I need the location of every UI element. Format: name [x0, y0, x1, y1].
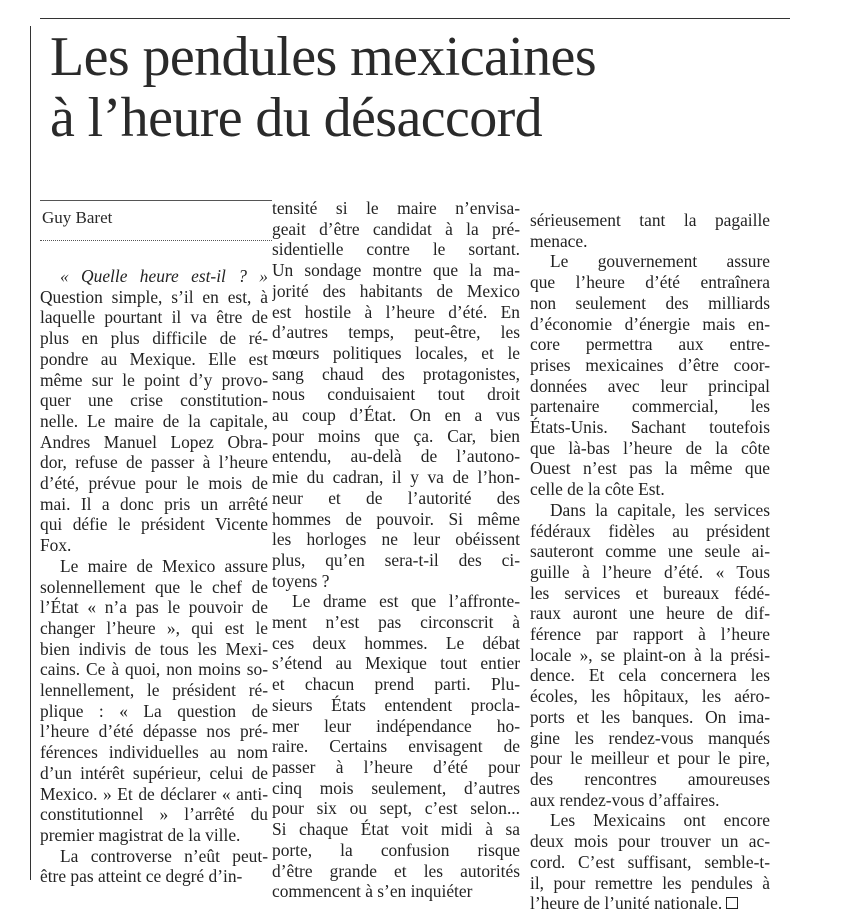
text-line: tensité si le maire n’envisa-: [272, 198, 520, 218]
text-line: l’heure de l’unité nationale.: [530, 893, 770, 914]
text-line: laquelle pourtant il va être de: [40, 307, 268, 328]
text-line: Question simple, s’il en est, à: [40, 286, 268, 307]
text-line: fédéraux fidèles au président: [530, 520, 770, 541]
text-line: guille à l’heure d’été. « Tous: [530, 561, 770, 582]
text-line: non seulement des milliards: [530, 292, 770, 313]
text-line: lennellement, le président ré-: [40, 680, 268, 701]
text-line: toyens ?: [272, 570, 330, 591]
text-line: mie du cadran, il y va de l’hon-: [272, 467, 520, 488]
text-line: d’être grande et les autorités: [272, 860, 520, 881]
text-line: cord. C’est suffisant, semble-t-: [530, 851, 770, 872]
text-line: nous conduisaient tout droit: [272, 384, 520, 405]
text-line: mai. Il a donc pris un arrêté: [40, 493, 268, 514]
text-line: pour six ou sept, c’est selon...: [272, 798, 520, 819]
text-line: locale », se plaint-on à la prési-: [530, 644, 770, 665]
text-line: passer à l’heure d’été pour: [272, 756, 520, 777]
text-line: partenaire commercial, les: [530, 396, 770, 417]
text-line: sérieusement tant la pagaille: [530, 210, 770, 230]
text-line: cains. Ce à quoi, non moins so-: [40, 659, 268, 680]
text-line: que l’heure d’été entraînera: [530, 272, 770, 293]
text-line: prises mexicaines d’être coor-: [530, 354, 770, 375]
text-line: s’étend au Mexique tout entier: [272, 653, 520, 674]
text-line: données avec leur principal: [530, 375, 770, 396]
text-line: ment n’est pas circonscrit à: [272, 612, 520, 633]
text-line: mer leur indépendance ho-: [272, 715, 520, 736]
author-byline: Guy Baret: [42, 208, 113, 227]
text-line: jorité des habitants de Mexico: [272, 280, 520, 301]
text-line: Un sondage montre que la ma-: [272, 260, 520, 281]
text-line: nelle. Le maire de la capitale,: [40, 410, 268, 431]
headline: [50, 27, 810, 149]
headline-line-2: à l’heure du désaccord: [50, 87, 543, 149]
text-line: sidentielle contre le sortant.: [272, 239, 520, 260]
text-line: porte, la confusion risque: [272, 839, 520, 860]
text-line: au coup d’État. On en a vus: [272, 405, 520, 426]
text-line: deux mois pour trouver un ac-: [530, 831, 770, 852]
text-line: premier magistrat de la ville.: [40, 824, 241, 845]
text-line: Le gouvernement assure: [550, 251, 770, 272]
text-line: mœurs politiques locales, et le: [272, 342, 520, 363]
text-line: aux rendez-vous d’affaires.: [530, 789, 720, 810]
text-line: celle de la côte Est.: [530, 479, 665, 500]
text-line: les horloges ne leur obéissent: [272, 529, 520, 550]
text-line: sieurs États entendent procla-: [272, 694, 520, 715]
text-line: écoles, les hôpitaux, les aéro-: [530, 686, 770, 707]
text-line: d’un intérêt supérieur, celui de: [40, 762, 268, 783]
text-line: d’autres temps, peut-être, les: [272, 322, 520, 343]
text-line: plique : « La question de: [40, 700, 268, 721]
text-line: geait d’être candidat à la pré-: [272, 218, 520, 239]
text-line: que là-bas l’heure de la côte: [530, 437, 770, 458]
text-line: pour le meilleur et pour le pire,: [530, 748, 770, 769]
text-line: plus, qu’en sera-t-il des ci-: [272, 549, 520, 570]
article-column-3: [530, 210, 770, 914]
text-line: férence par rapport à l’heure: [530, 624, 770, 645]
text-line: Andres Manuel Lopez Obra-: [40, 431, 268, 452]
top-rule: [40, 18, 790, 19]
text-line: pondre au Mexique. Elle est: [40, 348, 268, 369]
text-line: raux auront une heure de dif-: [530, 603, 770, 624]
text-line: sauteront comme une seule ai-: [530, 541, 770, 562]
text-line: Le drame est que l’affronte-: [292, 591, 520, 612]
text-line: est hostile à l’heure d’été. En: [272, 301, 520, 322]
text-line: La controverse n’eût peut-: [60, 845, 268, 866]
text-line: États-Unis. Sachant toutefois: [530, 417, 770, 438]
text-line: pour moins que ça. Car, bien: [272, 425, 520, 446]
text-line: d’été, prévue pour le mois de: [40, 473, 268, 494]
text-line: ports et les banques. On ima-: [530, 706, 770, 727]
article-column-2: [272, 198, 520, 902]
text-line: Dans la capitale, les services: [550, 499, 770, 520]
text-line: Le maire de Mexico assure: [60, 555, 268, 576]
article-column-1: [40, 266, 268, 887]
byline-rule-top: [40, 200, 272, 201]
text-line: l’heure d’été dépasse nos pré-: [40, 721, 268, 742]
text-line: être pas atteint ce degré d’in-: [40, 866, 243, 887]
text-line: quer une crise constitution-: [40, 390, 268, 411]
text-line: Mexico. » Et de déclarer « anti-: [40, 783, 268, 804]
text-line: raire. Certains envisagent de: [272, 736, 520, 757]
text-line: il, pour remettre les pendules à: [530, 872, 770, 893]
text-line: Si chaque État voit midi à sa: [272, 819, 520, 840]
text-line: férences individuelles au nom: [40, 742, 268, 763]
text-line: core permettra aux entre-: [530, 334, 770, 355]
text-line: même sur le point d’y provo-: [40, 369, 268, 390]
text-line: dor, refuse de passer à l’heure: [40, 452, 268, 473]
text-line: hommes de pouvoir. Si même: [272, 508, 520, 529]
text-line: « Quelle heure est-il ? »: [60, 266, 268, 286]
text-line: les services et bureaux fédé-: [530, 582, 770, 603]
text-line: qui défie le président Vicente: [40, 514, 268, 535]
text-line: neur et de l’autorité des: [272, 487, 520, 508]
left-rule: [30, 26, 31, 880]
text-line: Ouest n’est pas la même que: [530, 458, 770, 479]
text-line: des rencontres amoureuses: [530, 768, 770, 789]
text-line: et chacun prend parti. Plu-: [272, 674, 520, 695]
text-line: constitutionnel » l’arrêté du: [40, 804, 268, 825]
text-line: l’État « n’a pas le pouvoir de: [40, 597, 268, 618]
text-line: commencent à s’en inquiéter: [272, 881, 473, 902]
end-mark-icon: [726, 897, 738, 909]
text-line: ces deux hommes. Le débat: [272, 632, 520, 653]
text-line: entendu, au-delà de l’autono-: [272, 446, 520, 467]
text-line: plus en plus difficile de ré-: [40, 328, 268, 349]
headline-line-1: Les pendules mexicaines: [50, 26, 597, 88]
text-line: Fox.: [40, 535, 72, 556]
text-line: Les Mexicains ont encore: [550, 810, 770, 831]
text-line: gine les rendez-vous manqués: [530, 727, 770, 748]
text-line: d’économie d’énergie mais en-: [530, 313, 770, 334]
text-line: cinq mois seulement, d’autres: [272, 777, 520, 798]
text-line: bien indivis de tous les Mexi-: [40, 638, 268, 659]
text-line: changer l’heure », qui est le: [40, 617, 268, 638]
text-line: sang chaud des protagonistes,: [272, 363, 520, 384]
text-line: menace.: [530, 230, 588, 251]
text-line: dence. Et cela concernera les: [530, 665, 770, 686]
text-line: solennellement que le chef de: [40, 576, 268, 597]
byline-rule-bottom: [40, 240, 272, 241]
